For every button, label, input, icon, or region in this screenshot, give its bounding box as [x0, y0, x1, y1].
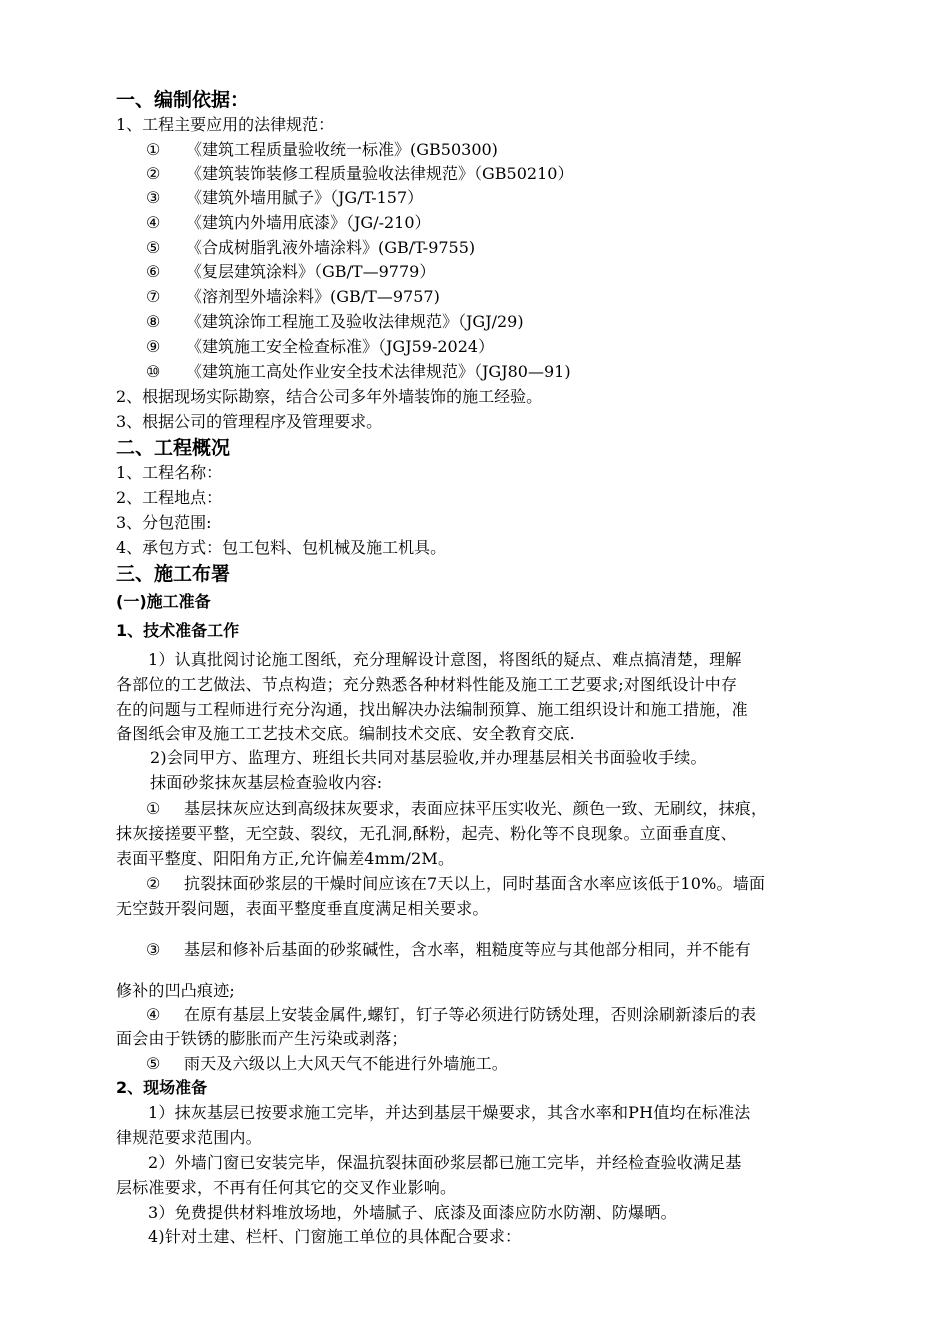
check-item-2-line-1 — [146, 872, 765, 896]
site-para-1-line-2: 律规范要求范围内。 — [116, 1128, 262, 1147]
check-item-text: 基层抹灰应达到高级抹灰要求，表面应抹平压实收光、颜色一致、无刷纹，抹痕， — [184, 799, 768, 818]
site-para-4: 4)针对土建、栏杆、门窗施工单位的具体配合要求： — [148, 1227, 522, 1246]
ref-number: ⑩ — [146, 362, 161, 381]
standard-ref-3 — [146, 186, 423, 210]
overview-item-scope: 3、分包范围: — [116, 513, 212, 532]
check-item-number: ③ — [146, 940, 161, 959]
basis-item-1: 1、工程主要应用的法律规范： — [116, 115, 335, 134]
ref-text: 《建筑工程质量验收统一标准》(GB50300) — [186, 140, 498, 159]
ref-number: ④ — [146, 213, 161, 232]
check-item-1-line-3: 表面平整度、阳阳角方正,允许偏差4mm/2M。 — [116, 849, 455, 868]
site-para-2-line-1: 2）外墙门窗已安装完毕，保温抗裂抹面砂浆层都已施工完毕，并经检查验收满足基 — [148, 1153, 742, 1172]
standard-ref-10 — [146, 360, 571, 384]
ref-number: ⑦ — [146, 287, 161, 306]
standard-ref-8 — [146, 310, 524, 334]
overview-item-contract: 4、承包方式：包工包料、包机械及施工机具。 — [116, 538, 447, 557]
overview-item-location: 2、工程地点： — [116, 488, 223, 507]
standard-ref-2 — [146, 162, 573, 186]
basis-item-3: 3、根据公司的管理程序及管理要求。 — [116, 412, 383, 431]
check-item-number: ② — [146, 874, 161, 893]
ref-text: 《建筑施工安全检查标准》（JGJ59-2024） — [186, 337, 495, 356]
tech-para-2: 2)会同甲方、监理方、班组长共同对基层验收,并办理基层相关书面验收手续。 — [150, 748, 707, 767]
site-para-3: 3）免费提供材料堆放场地，外墙腻子、底漆及面漆应防水防潮、防爆晒。 — [148, 1203, 677, 1222]
ref-text: 《复层建筑涂料》（GB/T—9779） — [186, 262, 436, 281]
check-item-4-line-1 — [146, 1003, 756, 1027]
tech-para-1-line-1: 1）认真批阅讨论施工图纸，充分理解设计意图，将图纸的疑点、难点搞清楚，理解 — [148, 650, 742, 669]
check-item-text: 在原有基层上安装金属件,螺钉，钉子等必须进行防锈处理，否则涂刷新漆后的表 — [184, 1005, 757, 1024]
check-item-3-line-1 — [146, 938, 751, 962]
standard-ref-7 — [146, 285, 440, 309]
subsection-heading-preparation: (一)施工准备 — [116, 592, 211, 611]
check-item-3-line-2: 修补的凹凸痕迹; — [116, 981, 235, 1000]
check-item-text: 雨天及六级以上大风天气不能进行外墙施工。 — [184, 1054, 509, 1073]
standard-ref-4 — [146, 211, 431, 235]
subsection-heading-site: 2、现场准备 — [116, 1078, 208, 1097]
ref-number: ① — [146, 140, 161, 159]
check-item-1-line-2: 抹灰接搓要平整，无空鼓、裂纹，无孔洞,酥粉，起壳、粉化等不良现象。立面垂直度、 — [116, 824, 737, 843]
check-item-4-line-2: 面会由于铁锈的膨胀而产生污染或剥落； — [116, 1029, 408, 1048]
site-para-2-line-2: 层标准要求，不再有任何其它的交叉作业影响。 — [116, 1178, 457, 1197]
ref-text: 《建筑内外墙用底漆》（JG/-210） — [186, 213, 431, 232]
ref-number: ⑤ — [146, 238, 161, 257]
check-item-1-line-1 — [146, 797, 767, 821]
check-item-text: 抗裂抹面砂浆层的干燥时间应该在7天以上，同时基面含水率应该低于10%。墙面 — [184, 874, 766, 893]
tech-para-1-line-2: 各部位的工艺做法、节点构造；充分熟悉各种材料性能及施工工艺要求;对图纸设计中存 — [116, 675, 738, 694]
ref-number: ⑨ — [146, 337, 161, 356]
ref-text: 《建筑涂饰工程施工及验收法律规范》（JGJ/29) — [186, 312, 524, 331]
section-heading-basis: 一、编制依据： — [116, 89, 250, 111]
ref-number: ⑥ — [146, 262, 161, 281]
standard-ref-6 — [146, 260, 435, 284]
ref-text: 《溶剂型外墙涂料》(GB/T—9757) — [186, 287, 440, 306]
standard-ref-5 — [146, 236, 475, 260]
check-item-text: 基层和修补后基面的砂浆碱性，含水率，粗糙度等应与其他部分相同，并不能有 — [184, 940, 752, 959]
basis-item-2: 2、根据现场实际勘察，结合公司多年外墙装饰的施工经验。 — [116, 387, 543, 406]
ref-text: 《建筑外墙用腻子》（JG/T-157） — [186, 188, 424, 207]
tech-para-1-line-4: 备图纸会审及施工工艺技术交底。编制技术交底、安全教育交底. — [116, 724, 575, 743]
section-heading-overview: 二、工程概况 — [116, 437, 231, 459]
ref-text: 《建筑施工高处作业安全技术法律规范》（JGJ80—91) — [186, 362, 571, 381]
ref-number: ② — [146, 164, 161, 183]
ref-text: 《合成树脂乳液外墙涂料》(GB/T-9755) — [186, 238, 476, 257]
tech-para-1-line-3: 在的问题与工程师进行充分沟通，找出解决办法编制预算、施工组织设计和施工措施，准 — [116, 700, 748, 719]
check-item-number: ① — [146, 799, 161, 818]
ref-number: ⑧ — [146, 312, 161, 331]
ref-text: 《建筑装饰装修工程质量验收法律规范》（GB50210） — [186, 164, 574, 183]
standard-ref-9 — [146, 335, 494, 359]
subsection-heading-tech: 1、技术准备工作 — [116, 621, 240, 640]
check-item-2-line-2: 无空鼓开裂问题，表面平整度垂直度满足相关要求。 — [116, 899, 489, 918]
ref-number: ③ — [146, 188, 161, 207]
tech-para-3: 抹面砂浆抹灰基层检查验收内容: — [150, 773, 383, 792]
overview-item-name: 1、工程名称： — [116, 463, 223, 482]
standard-ref-1 — [146, 138, 498, 162]
section-heading-deployment: 三、施工布署 — [116, 563, 231, 585]
site-para-1-line-1: 1）抹灰基层已按要求施工完毕，并达到基层干燥要求，其含水率和PH值均在标准法 — [148, 1103, 751, 1122]
check-item-number: ⑤ — [146, 1054, 161, 1073]
check-item-number: ④ — [146, 1005, 161, 1024]
check-item-5 — [146, 1052, 508, 1076]
